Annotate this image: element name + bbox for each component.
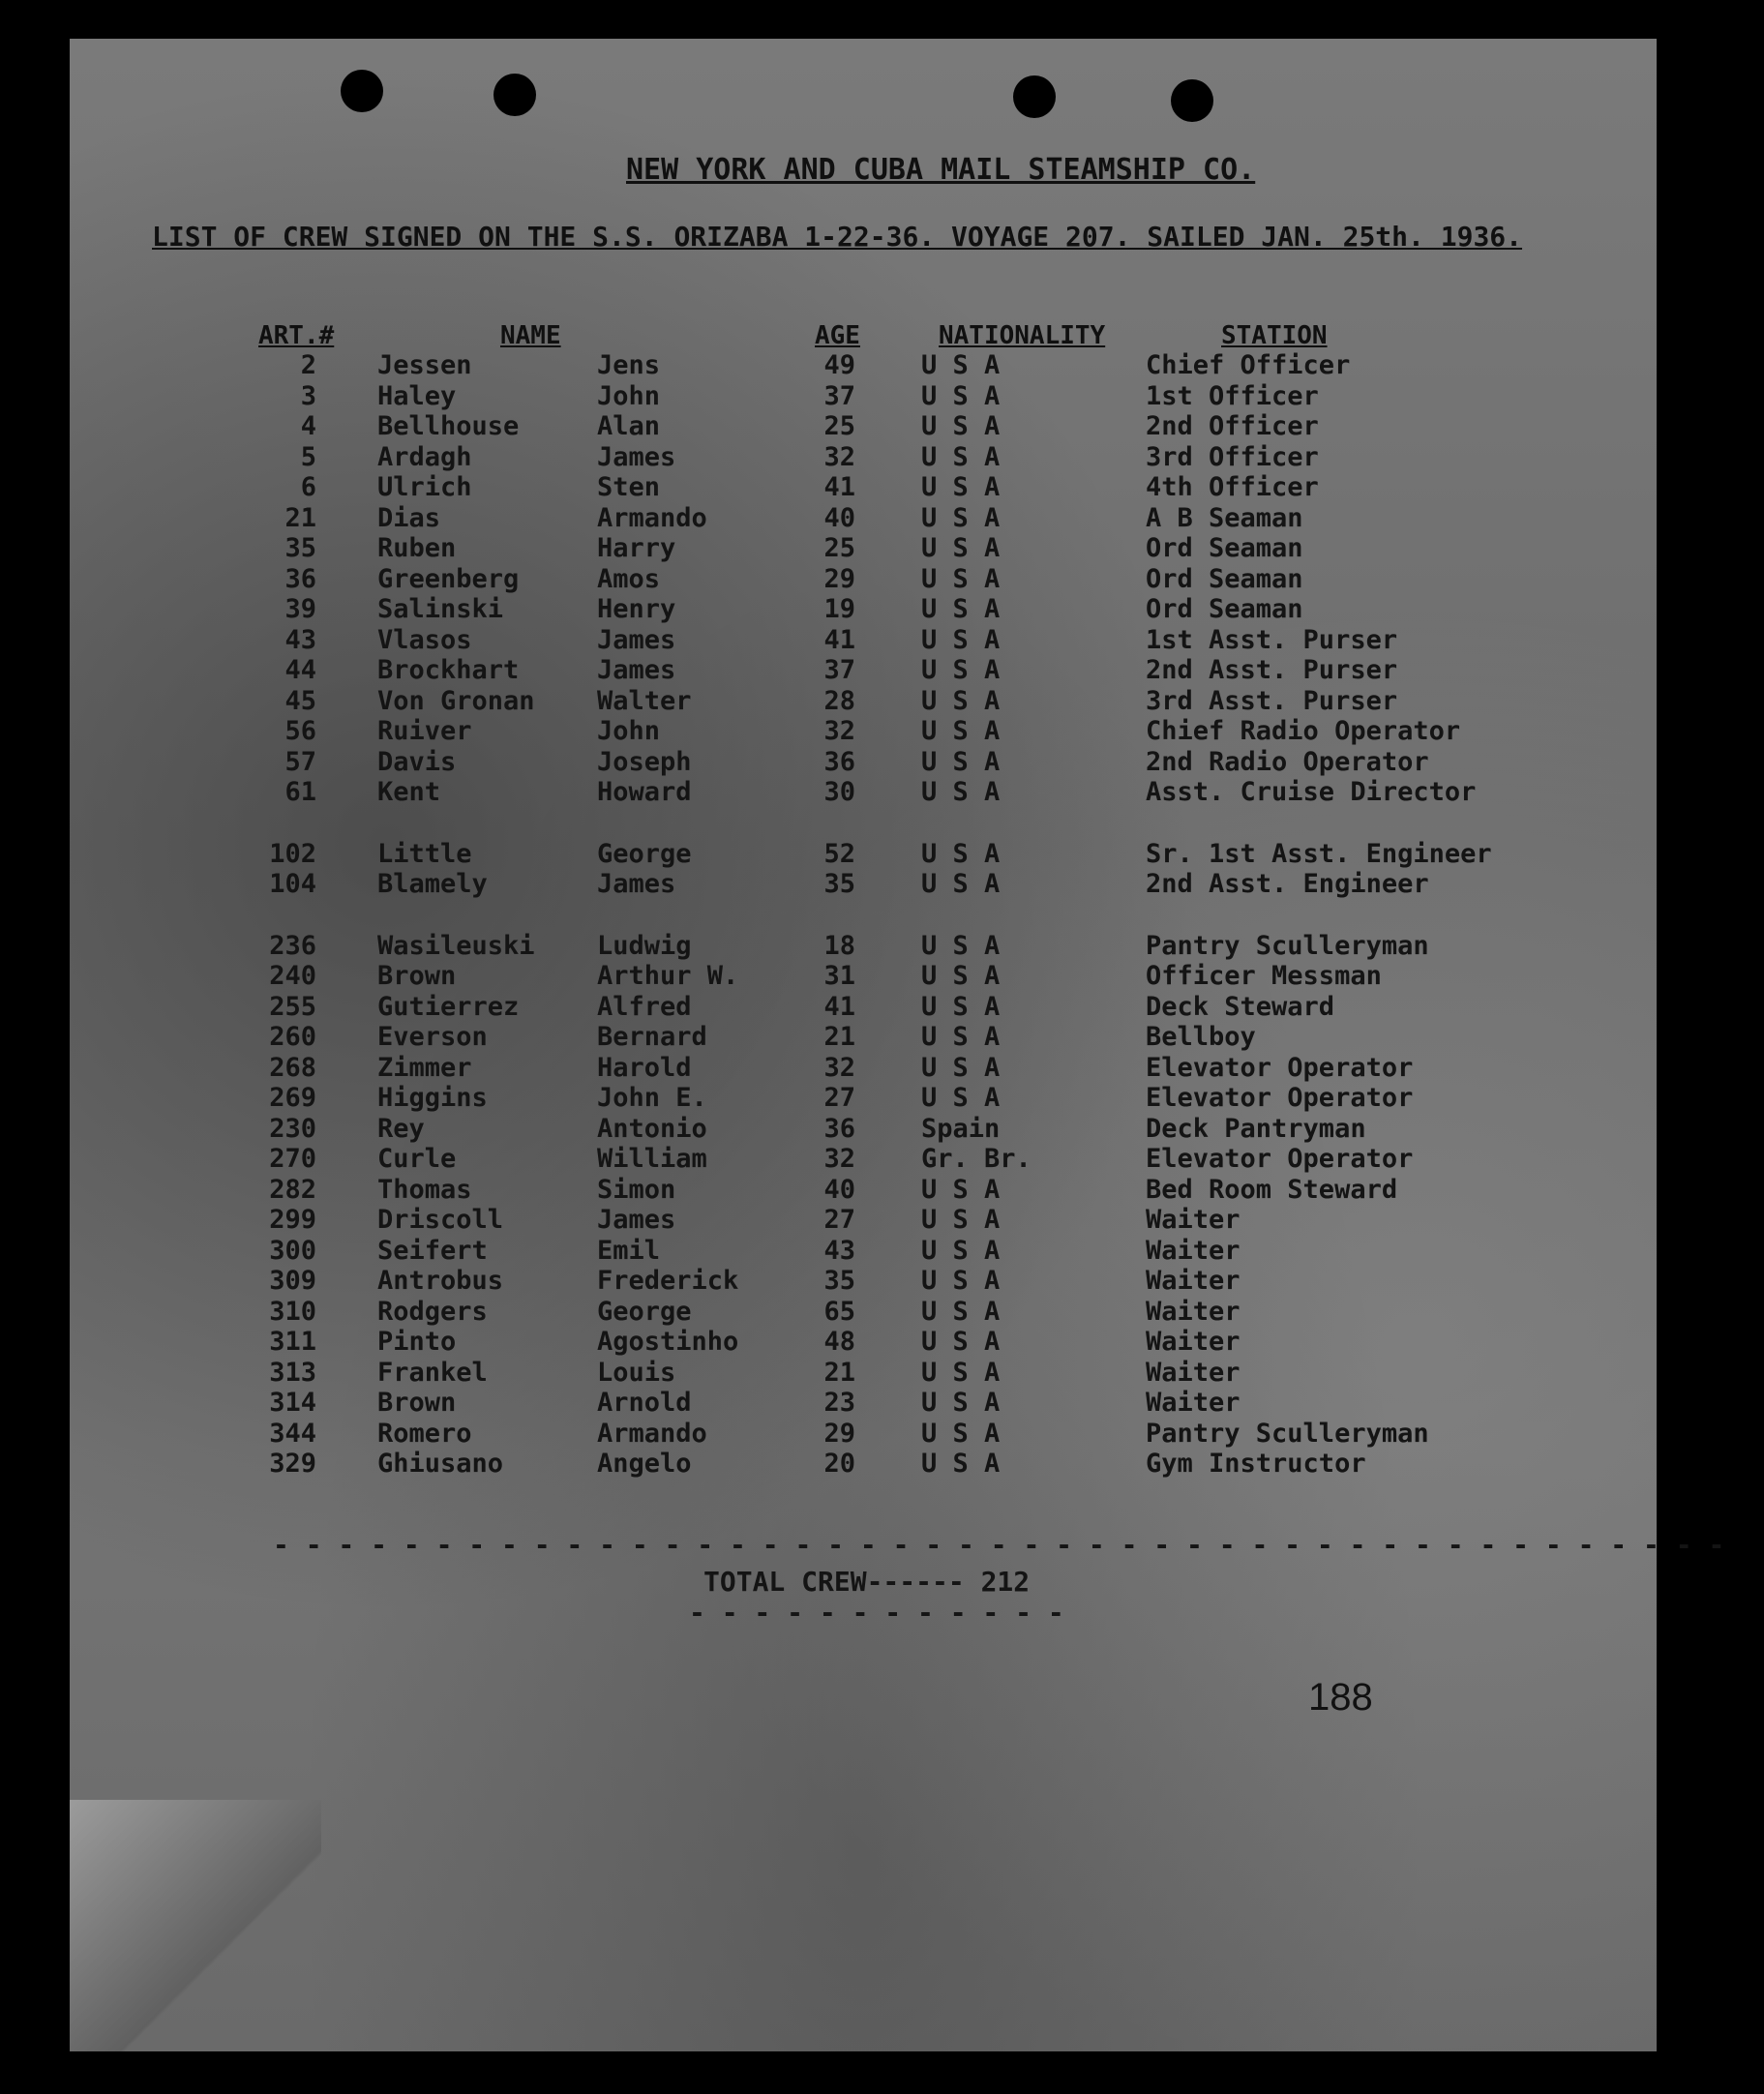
table-row <box>70 869 1657 900</box>
crew-number: 300 <box>269 1236 316 1266</box>
station: 2nd Radio Operator <box>1146 747 1429 777</box>
table-row <box>70 1297 1657 1328</box>
table-row <box>70 1358 1657 1389</box>
column-header-name: NAME <box>500 321 561 350</box>
station: 3rd Asst. Purser <box>1146 686 1398 716</box>
last-name: Davis <box>377 747 457 777</box>
first-name: Howard <box>597 777 692 807</box>
first-name: Bernard <box>597 1022 707 1052</box>
table-row <box>70 533 1657 564</box>
crew-number: 44 <box>284 655 316 685</box>
first-name: Agostinho <box>597 1327 739 1357</box>
last-name: Wasileuski <box>377 931 535 961</box>
table-row <box>70 1205 1657 1236</box>
nationality: U S A <box>921 1205 1001 1235</box>
crew-number: 236 <box>269 931 316 961</box>
first-name: Frederick <box>597 1266 739 1296</box>
station: Waiter <box>1146 1358 1241 1388</box>
station: Asst. Cruise Director <box>1146 777 1477 807</box>
crew-number: 269 <box>269 1083 316 1113</box>
last-name: Driscoll <box>377 1205 504 1235</box>
age: 48 <box>823 1327 855 1357</box>
crew-number: 344 <box>269 1419 316 1449</box>
first-name: Sten <box>597 472 661 502</box>
station: Pantry Sculleryman <box>1146 1419 1429 1449</box>
company-header: NEW YORK AND CUBA MAIL STEAMSHIP CO. <box>626 153 1256 187</box>
first-name: James <box>597 625 676 655</box>
station: 2nd Asst. Engineer <box>1146 869 1429 899</box>
age: 32 <box>823 716 855 746</box>
crew-number: 104 <box>269 869 316 899</box>
punch-hole <box>1171 79 1213 122</box>
last-name: Curle <box>377 1144 457 1174</box>
first-name: Amos <box>597 564 661 594</box>
crew-number: 6 <box>300 472 316 502</box>
last-name: Jessen <box>377 350 472 380</box>
first-name: Antonio <box>597 1114 707 1144</box>
nationality: U S A <box>921 1419 1001 1449</box>
first-name: Armando <box>597 1419 707 1449</box>
table-row <box>70 1114 1657 1145</box>
age: 21 <box>823 1022 855 1052</box>
first-name: John <box>597 381 661 411</box>
table-row <box>70 442 1657 473</box>
crew-number: 282 <box>269 1175 316 1205</box>
station: 1st Officer <box>1146 381 1319 411</box>
last-name: Blamely <box>377 869 488 899</box>
last-name: Brockhart <box>377 655 520 685</box>
crew-number: 21 <box>284 503 316 533</box>
last-name: Little <box>377 839 472 869</box>
crew-number: 61 <box>284 777 316 807</box>
last-name: Salinski <box>377 594 504 624</box>
station: Ord Seaman <box>1146 564 1303 594</box>
punch-hole <box>493 74 536 116</box>
first-name: Walter <box>597 686 692 716</box>
nationality: U S A <box>921 1297 1001 1327</box>
age: 20 <box>823 1449 855 1479</box>
last-name: Von Gronan <box>377 686 535 716</box>
table-row <box>70 1419 1657 1450</box>
first-name: Ludwig <box>597 931 692 961</box>
column-header-no: ART.# <box>258 321 335 350</box>
crew-number: 240 <box>269 961 316 991</box>
nationality: U S A <box>921 1236 1001 1266</box>
crew-number: 2 <box>300 350 316 380</box>
age: 40 <box>823 1175 855 1205</box>
age: 43 <box>823 1236 855 1266</box>
station: Gym Instructor <box>1146 1449 1366 1479</box>
nationality: U S A <box>921 1327 1001 1357</box>
crew-number: 35 <box>284 533 316 563</box>
first-name: Emil <box>597 1236 661 1266</box>
station: 4th Officer <box>1146 472 1319 502</box>
first-name: George <box>597 1297 692 1327</box>
crew-number: 43 <box>284 625 316 655</box>
nationality: U S A <box>921 1175 1001 1205</box>
nationality: U S A <box>921 381 1001 411</box>
last-name: Ardagh <box>377 442 472 472</box>
first-name: Jens <box>597 350 661 380</box>
station: Ord Seaman <box>1146 594 1303 624</box>
nationality: U S A <box>921 594 1001 624</box>
station: Pantry Sculleryman <box>1146 931 1429 961</box>
last-name: Kent <box>377 777 441 807</box>
first-name: Harold <box>597 1053 692 1083</box>
last-name: Frankel <box>377 1358 488 1388</box>
station: 1st Asst. Purser <box>1146 625 1398 655</box>
last-name: Pinto <box>377 1327 457 1357</box>
first-name: Alfred <box>597 992 692 1022</box>
station: Bellboy <box>1146 1022 1256 1052</box>
punch-hole <box>1013 75 1056 118</box>
age: 37 <box>823 381 855 411</box>
table-row <box>70 1175 1657 1206</box>
age: 49 <box>823 350 855 380</box>
table-row <box>70 1053 1657 1084</box>
table-row <box>70 1236 1657 1267</box>
age: 52 <box>823 839 855 869</box>
crew-number: 230 <box>269 1114 316 1144</box>
nationality: U S A <box>921 503 1001 533</box>
total-crew: TOTAL CREW------ 212 <box>703 1566 1031 1598</box>
last-name: Gutierrez <box>377 992 520 1022</box>
table-row <box>70 1144 1657 1175</box>
station: A B Seaman <box>1146 503 1303 533</box>
nationality: U S A <box>921 839 1001 869</box>
crew-number: 314 <box>269 1388 316 1418</box>
table-row <box>70 1449 1657 1480</box>
nationality: U S A <box>921 472 1001 502</box>
age: 41 <box>823 472 855 502</box>
station: Sr. 1st Asst. Engineer <box>1146 839 1492 869</box>
nationality: U S A <box>921 961 1001 991</box>
station: Chief Officer <box>1146 350 1351 380</box>
last-name: Thomas <box>377 1175 472 1205</box>
station: Officer Messman <box>1146 961 1382 991</box>
nationality: U S A <box>921 992 1001 1022</box>
nationality: U S A <box>921 350 1001 380</box>
page-corner-curl <box>70 1800 321 2051</box>
age: 23 <box>823 1388 855 1418</box>
last-name: Seifert <box>377 1236 488 1266</box>
age: 30 <box>823 777 855 807</box>
column-header-nationality: NATIONALITY <box>939 321 1106 350</box>
punch-hole <box>341 70 383 112</box>
age: 37 <box>823 655 855 685</box>
first-name: Louis <box>597 1358 676 1388</box>
table-row <box>70 961 1657 992</box>
nationality: U S A <box>921 625 1001 655</box>
age: 27 <box>823 1083 855 1113</box>
station: Waiter <box>1146 1327 1241 1357</box>
table-row <box>70 716 1657 747</box>
nationality: U S A <box>921 442 1001 472</box>
age: 36 <box>823 747 855 777</box>
table-row <box>70 777 1657 808</box>
station: Deck Steward <box>1146 992 1335 1022</box>
nationality: U S A <box>921 411 1001 441</box>
table-row <box>70 992 1657 1023</box>
first-name: Arnold <box>597 1388 692 1418</box>
last-name: Ulrich <box>377 472 472 502</box>
crew-number: 299 <box>269 1205 316 1235</box>
column-header-station: STATION <box>1221 321 1328 350</box>
first-name: William <box>597 1144 707 1174</box>
nationality: U S A <box>921 869 1001 899</box>
crew-number: 45 <box>284 686 316 716</box>
first-name: John E. <box>597 1083 707 1113</box>
list-subtitle: LIST OF CREW SIGNED ON THE S.S. ORIZABA 1-22-36. VOYAGE 207. SAILED JAN. 25th. 1936. <box>152 221 1523 253</box>
last-name: Antrobus <box>377 1266 504 1296</box>
crew-number: 313 <box>269 1358 316 1388</box>
first-name: James <box>597 655 676 685</box>
table-row <box>70 931 1657 962</box>
last-name: Vlasos <box>377 625 472 655</box>
first-name: John <box>597 716 661 746</box>
table-row <box>70 503 1657 534</box>
table-row <box>70 1327 1657 1358</box>
table-row <box>70 839 1657 870</box>
dashed-underline: - - - - - - - - - - - - <box>689 1597 1064 1629</box>
table-row <box>70 655 1657 686</box>
crew-number: 36 <box>284 564 316 594</box>
nationality: U S A <box>921 1266 1001 1296</box>
table-row <box>70 1266 1657 1297</box>
station: 3rd Officer <box>1146 442 1319 472</box>
station: Deck Pantryman <box>1146 1114 1366 1144</box>
age: 40 <box>823 503 855 533</box>
column-header-age: AGE <box>815 321 860 350</box>
dashed-separator: - - - - - - - - - - - - - - - - - - - - - - - - - - - - - - - - - - - - - - - - - - - - - <box>273 1529 1725 1561</box>
table-row <box>70 411 1657 442</box>
first-name: Alan <box>597 411 661 441</box>
table-row <box>70 594 1657 625</box>
crew-number: 311 <box>269 1327 316 1357</box>
age: 27 <box>823 1205 855 1235</box>
age: 28 <box>823 686 855 716</box>
last-name: Haley <box>377 381 457 411</box>
age: 29 <box>823 564 855 594</box>
age: 35 <box>823 869 855 899</box>
crew-number: 260 <box>269 1022 316 1052</box>
first-name: James <box>597 442 676 472</box>
nationality: U S A <box>921 1449 1001 1479</box>
first-name: Joseph <box>597 747 692 777</box>
station: Elevator Operator <box>1146 1144 1414 1174</box>
station: Bed Room Steward <box>1146 1175 1398 1205</box>
age: 18 <box>823 931 855 961</box>
nationality: U S A <box>921 564 1001 594</box>
crew-number: 3 <box>300 381 316 411</box>
table-row <box>70 686 1657 717</box>
age: 35 <box>823 1266 855 1296</box>
station: 2nd Officer <box>1146 411 1319 441</box>
nationality: U S A <box>921 1083 1001 1113</box>
station: Waiter <box>1146 1297 1241 1327</box>
age: 41 <box>823 992 855 1022</box>
last-name: Rodgers <box>377 1297 488 1327</box>
first-name: Harry <box>597 533 676 563</box>
last-name: Ruiver <box>377 716 472 746</box>
last-name: Brown <box>377 961 457 991</box>
age: 21 <box>823 1358 855 1388</box>
station: Ord Seaman <box>1146 533 1303 563</box>
crew-number: 5 <box>300 442 316 472</box>
station: Waiter <box>1146 1205 1241 1235</box>
age: 32 <box>823 1144 855 1174</box>
crew-number: 268 <box>269 1053 316 1083</box>
nationality: Gr. Br. <box>921 1144 1031 1174</box>
crew-number: 270 <box>269 1144 316 1174</box>
crew-number: 309 <box>269 1266 316 1296</box>
table-row <box>70 564 1657 595</box>
station: Elevator Operator <box>1146 1083 1414 1113</box>
crew-number: 255 <box>269 992 316 1022</box>
first-name: George <box>597 839 692 869</box>
crew-number: 4 <box>300 411 316 441</box>
station: Waiter <box>1146 1236 1241 1266</box>
nationality: U S A <box>921 931 1001 961</box>
age: 32 <box>823 1053 855 1083</box>
document-page <box>70 39 1725 2051</box>
last-name: Ghiusano <box>377 1449 504 1479</box>
last-name: Bellhouse <box>377 411 520 441</box>
age: 36 <box>823 1114 855 1144</box>
last-name: Brown <box>377 1388 457 1418</box>
last-name: Zimmer <box>377 1053 472 1083</box>
station: Waiter <box>1146 1388 1241 1418</box>
nationality: U S A <box>921 1358 1001 1388</box>
age: 31 <box>823 961 855 991</box>
page-number: 188 <box>1308 1676 1373 1719</box>
table-row <box>70 625 1657 656</box>
station: 2nd Asst. Purser <box>1146 655 1398 685</box>
age: 29 <box>823 1419 855 1449</box>
station: Chief Radio Operator <box>1146 716 1461 746</box>
first-name: James <box>597 869 676 899</box>
table-row <box>70 1388 1657 1419</box>
nationality: U S A <box>921 1053 1001 1083</box>
first-name: James <box>597 1205 676 1235</box>
table-row <box>70 1022 1657 1053</box>
first-name: Arthur W. <box>597 961 739 991</box>
nationality: U S A <box>921 777 1001 807</box>
table-row <box>70 381 1657 412</box>
table-row <box>70 472 1657 503</box>
nationality: U S A <box>921 533 1001 563</box>
nationality: U S A <box>921 686 1001 716</box>
table-row <box>70 747 1657 778</box>
last-name: Greenberg <box>377 564 520 594</box>
age: 25 <box>823 411 855 441</box>
table-row <box>70 1083 1657 1114</box>
crew-number: 39 <box>284 594 316 624</box>
first-name: Simon <box>597 1175 676 1205</box>
last-name: Romero <box>377 1419 472 1449</box>
age: 32 <box>823 442 855 472</box>
first-name: Angelo <box>597 1449 692 1479</box>
nationality: U S A <box>921 747 1001 777</box>
first-name: Armando <box>597 503 707 533</box>
station: Elevator Operator <box>1146 1053 1414 1083</box>
age: 65 <box>823 1297 855 1327</box>
nationality: Spain <box>921 1114 1001 1144</box>
age: 19 <box>823 594 855 624</box>
table-row <box>70 350 1657 381</box>
crew-number: 329 <box>269 1449 316 1479</box>
first-name: Henry <box>597 594 676 624</box>
nationality: U S A <box>921 1022 1001 1052</box>
nationality: U S A <box>921 1388 1001 1418</box>
crew-number: 57 <box>284 747 316 777</box>
nationality: U S A <box>921 655 1001 685</box>
crew-number: 310 <box>269 1297 316 1327</box>
last-name: Everson <box>377 1022 488 1052</box>
last-name: Rey <box>377 1114 425 1144</box>
age: 41 <box>823 625 855 655</box>
last-name: Higgins <box>377 1083 488 1113</box>
station: Waiter <box>1146 1266 1241 1296</box>
nationality: U S A <box>921 716 1001 746</box>
crew-number: 102 <box>269 839 316 869</box>
last-name: Dias <box>377 503 441 533</box>
last-name: Ruben <box>377 533 457 563</box>
crew-number: 56 <box>284 716 316 746</box>
age: 25 <box>823 533 855 563</box>
